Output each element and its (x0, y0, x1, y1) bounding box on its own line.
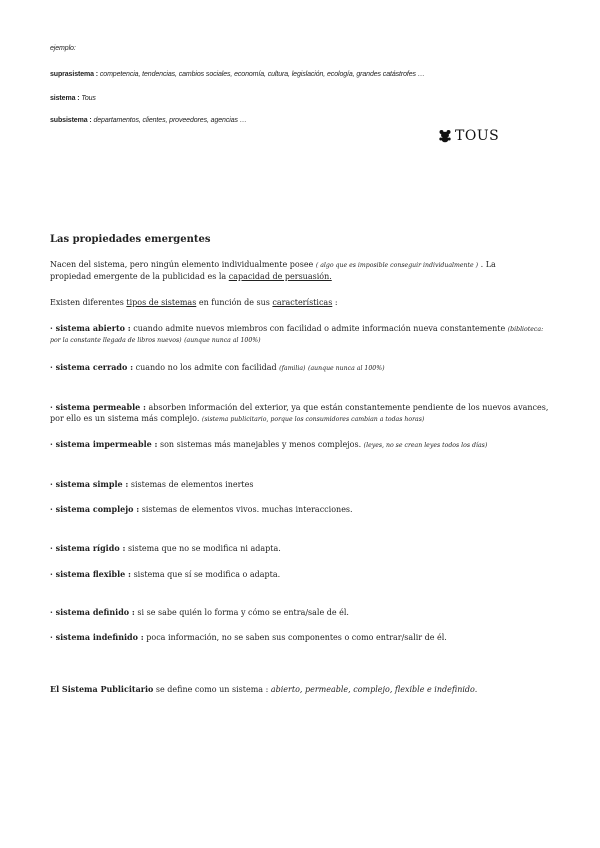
tipos-link: tipos de sistemas (126, 298, 197, 307)
section-title: Las propiedades emergentes (50, 234, 211, 245)
persuasion-link: capacidad de persuasión. (228, 272, 332, 281)
caracteristicas-link: características (272, 298, 333, 307)
item-definido: · sistema definido : si se sabe quién lo forma y cómo se entra/sale de él. (50, 607, 349, 617)
conclusion-qualities: abierto, permeable, complejo, flexible e indefinido. (270, 685, 478, 694)
item-indefinido: · sistema indefinido : poca información, no se saben sus componentes o como entrar/salir de él. (50, 632, 447, 642)
item-permeable-2: por ello es un sistema más complejo. (sistema publicitario, porque los consumidores cambian a todas horas) (50, 414, 425, 423)
subsistema-line (50, 117, 247, 124)
suprasistema-line (50, 71, 425, 78)
conclusion-label: El Sistema Publicitario (50, 684, 154, 694)
sistema-text: Tous (81, 95, 96, 102)
item-complejo: · sistema complejo : sistemas de elementos vivos. muchas interacciones. (50, 504, 353, 514)
suprasistema-text: competencia, tendencias, cambios sociales, economía, cultura, legislación, ecología, grandes catástrofes … (99, 71, 425, 78)
sistema-label: sistema : (50, 95, 80, 102)
tous-logo (438, 128, 499, 144)
subsistema-label: subsistema : (50, 117, 92, 124)
item-rigido: · sistema rígido : sistema que no se modifica ni adapta. (50, 543, 281, 553)
item-abierto: · sistema abierto : cuando admite nuevos miembros con facilidad o admite información nueva constantemente (biblioteca: (50, 323, 544, 333)
item-simple: · sistema simple : sistemas de elementos inertes (50, 479, 254, 489)
item-abierto-notes: por la constante llegada de libros nuevos) (aunque nunca al 100%) (50, 337, 261, 344)
item-permeable: · sistema permeable : absorben información del exterior, ya que están constantemente pendiente de los nuevos avances, (50, 402, 549, 412)
intro-line-2: propiedad emergente de la publicidad es la capacidad de persuasión. (50, 272, 332, 281)
item-cerrado: · sistema cerrado : cuando no los admite con facilidad (familia) (aunque nunca al 100%) (50, 362, 385, 372)
item-impermeable: · sistema impermeable : son sistemas más manejables y menos complejos. (leyes, no se crean leyes todos los días) (50, 439, 488, 449)
example-label: ejemplo: (50, 45, 76, 52)
suprasistema-label: suprasistema : (50, 71, 99, 78)
bear-icon (438, 129, 452, 143)
conclusion: El Sistema Publicitario se define como un sistema : abierto, permeable, complejo, flexible e indefinido. (50, 684, 478, 694)
subsistema-text: departamentos, clientes, proveedores, agencias … (93, 117, 247, 124)
types-line: Existen diferentes tipos de sistemas en función de sus características : (50, 298, 338, 307)
intro-line-1: Nacen del sistema, pero ningún elemento individualmente posee ( algo que es imposible conseguir individualmente ) . La (50, 260, 496, 269)
intro-note: ( algo que es imposible conseguir individualmente ) (315, 262, 479, 269)
item-flexible: · sistema flexible : sistema que sí se modifica o adapta. (50, 569, 281, 579)
logo-text: TOUS (455, 128, 500, 144)
sistema-line (50, 95, 96, 102)
